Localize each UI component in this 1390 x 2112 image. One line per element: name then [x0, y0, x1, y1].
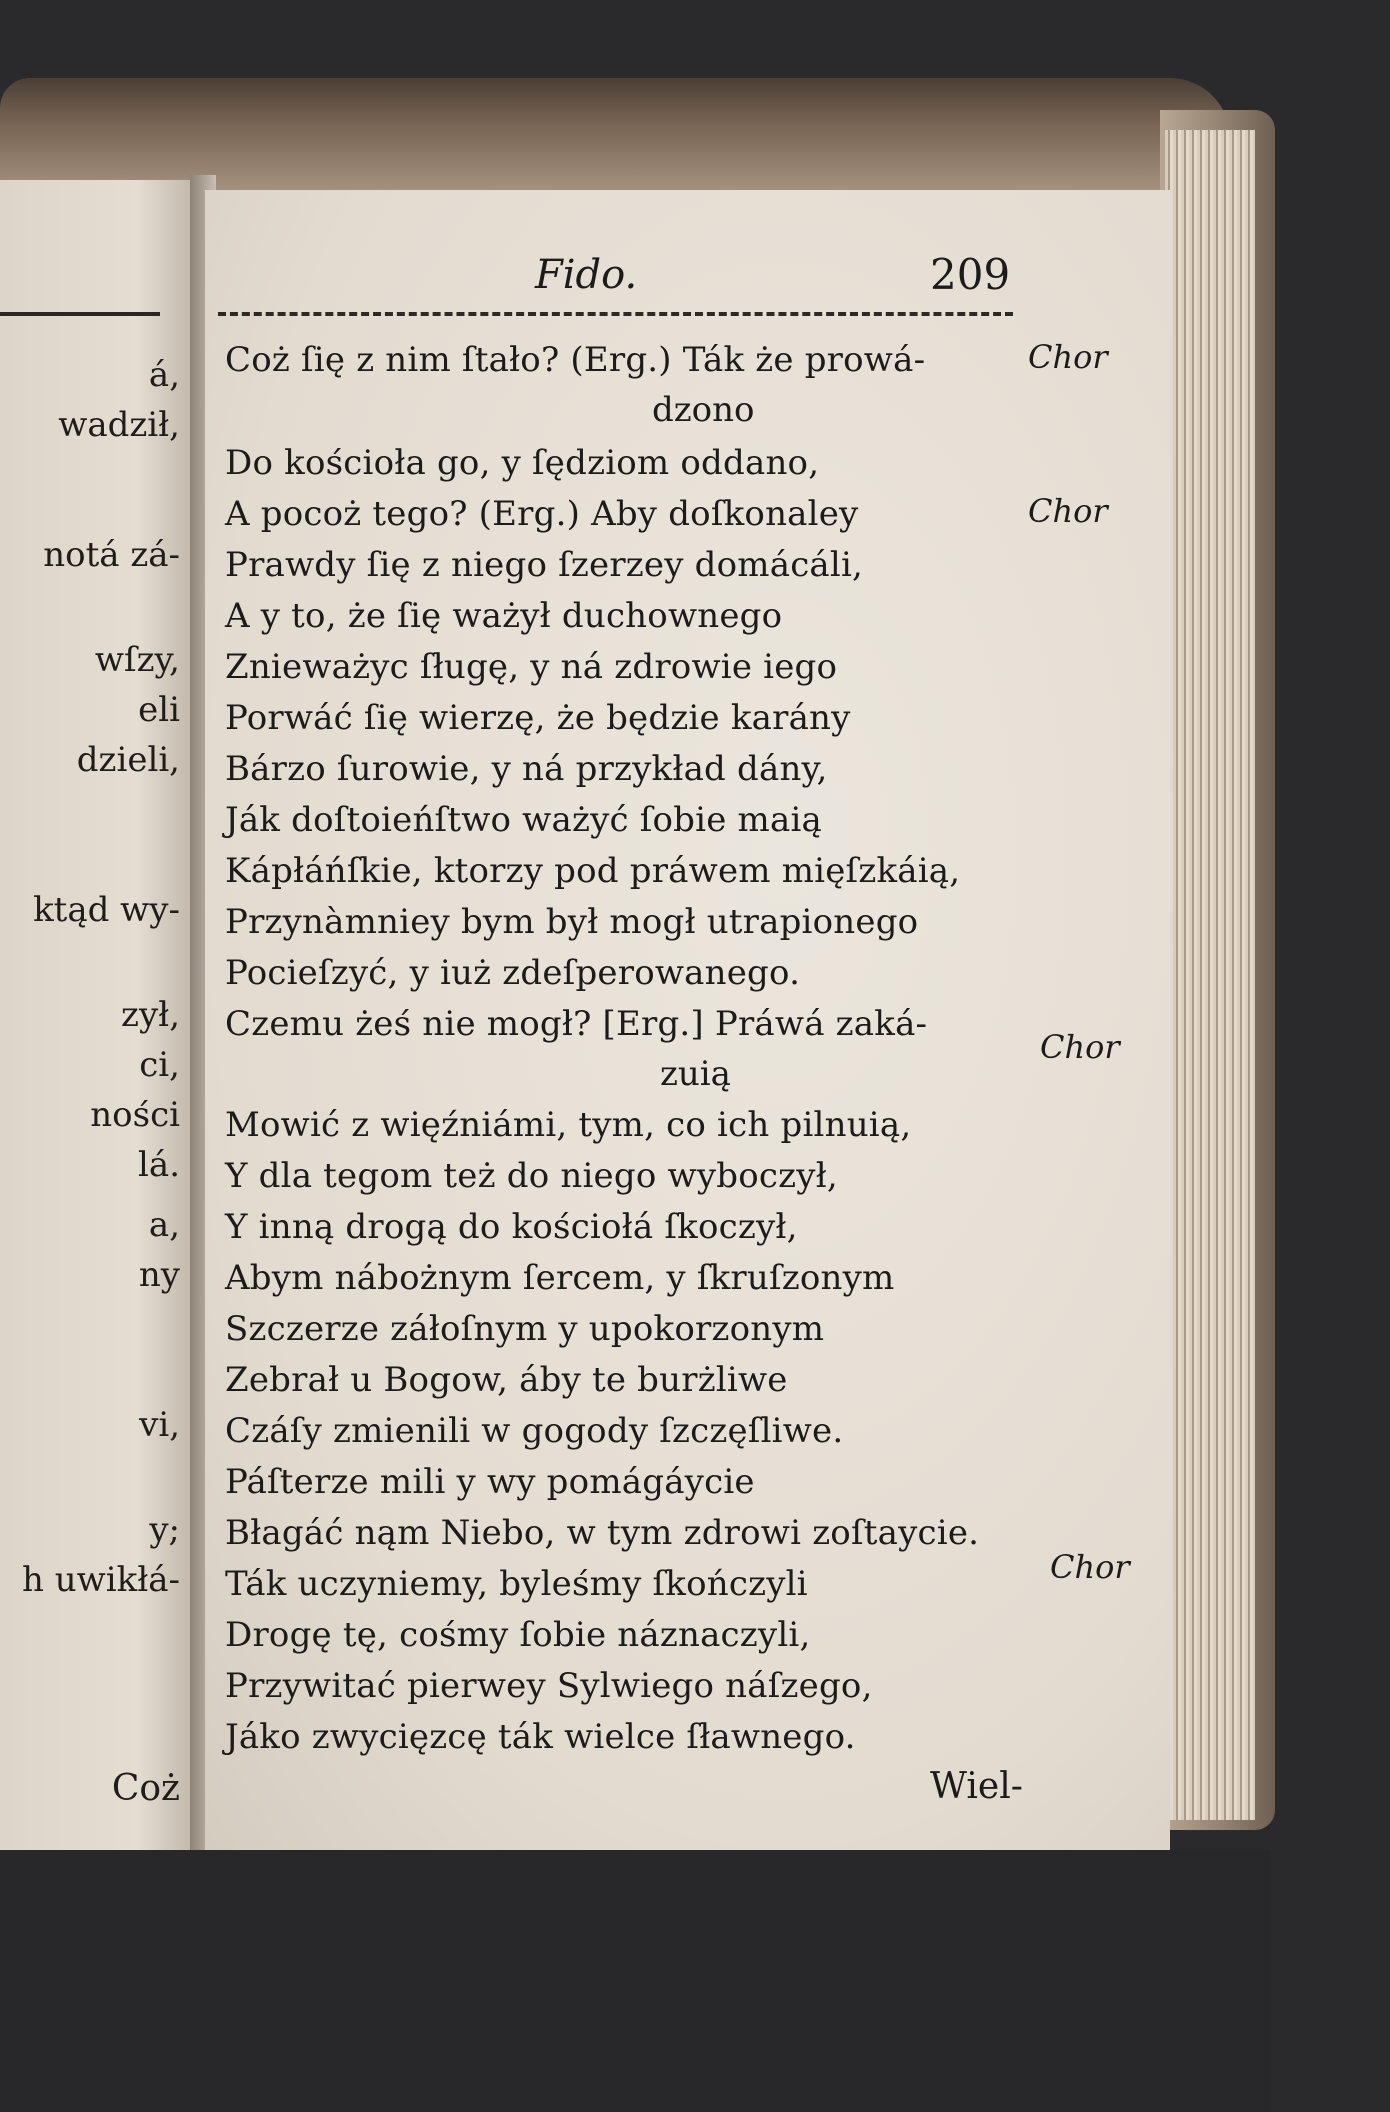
left-fragment: ny	[138, 1255, 180, 1295]
verse-line: Bárzo ſurowie, y ná przykład dány,	[225, 749, 828, 789]
left-fragment: a,	[148, 1205, 180, 1245]
verse-line: Y inną drogą do kościołá ſkoczył,	[225, 1207, 798, 1247]
verse-line: Prawdy ſię z niego ſzerzey domácáli,	[225, 545, 864, 585]
verse-line: Páſterze mili y wy pomágáycie	[225, 1462, 755, 1502]
verse-continuation: dzono	[652, 390, 755, 430]
verse-line: Ták uczyniemy, byleśmy ſkończyli	[225, 1564, 808, 1604]
left-catchword: Coż	[111, 1768, 180, 1809]
left-fragment: á,	[148, 355, 180, 395]
left-fragment: wadził,	[58, 405, 180, 445]
left-fragment: ktąd wy-	[33, 890, 180, 930]
margin-note-chor: Chor	[1050, 1548, 1130, 1586]
margin-note-chor: Chor	[1040, 1028, 1120, 1066]
verse-line: Y dla tegom też do niego wyboczył,	[225, 1156, 838, 1196]
verse-line: Kápłáńſkie, ktorzy pod práwem mięſzkáią,	[225, 851, 961, 891]
left-fragment: y;	[149, 1510, 180, 1550]
left-fragment: vi,	[139, 1405, 180, 1445]
left-fragment: eli	[138, 690, 180, 730]
verse-line: Pocieſzyć, y iuż zdeſperowanego.	[225, 953, 801, 993]
verse-line: Mowić z więźniámi, tym, co ich pilnuią,	[225, 1105, 912, 1145]
left-fragment: h uwikłá-	[22, 1560, 180, 1600]
verse-line: Do kościoła go, y ſędziom oddano,	[225, 443, 820, 483]
page-number: 209	[930, 250, 1011, 299]
verse-line: Zebrał u Bogow, áby te burżliwe	[225, 1360, 788, 1400]
verse-line: Czemu żeś nie mogł? [Erg.] Práwá zaká-	[225, 1004, 928, 1044]
verse-line: Przywitać pierwey Sylwiego náſzego,	[225, 1666, 873, 1706]
verse-line: Ják doſtoieńſtwo ważyć ſobie maią	[225, 800, 823, 840]
left-fragment: lá.	[138, 1145, 180, 1185]
catchword: Wiel-	[930, 1766, 1023, 1807]
margin-note-chor: Chor	[1028, 338, 1108, 376]
verse-line: Porwáć ſię wierzę, że będzie karány	[225, 698, 851, 738]
verse-continuation: zuią	[660, 1054, 731, 1094]
verse-line: Przynàmniey bym był mogł utrapionego	[225, 902, 919, 942]
verse-line: A pocoż tego? (Erg.) Aby doſkonaley	[225, 494, 859, 534]
margin-note-chor: Chor	[1028, 492, 1108, 530]
page-edges	[1165, 130, 1255, 1820]
left-fragment: ci,	[139, 1045, 180, 1085]
verse-line: Szczerze záłoſnym y upokorzonym	[225, 1309, 825, 1349]
left-fragment: notá zá-	[43, 535, 180, 575]
left-page-rule	[0, 312, 160, 316]
left-fragment: zył,	[121, 995, 180, 1035]
verse-line: Błagáć nąm Niebo, w tym zdrowi zoſtaycie.	[225, 1513, 980, 1553]
verse-line: A y to, że ſię ważył duchownego	[225, 596, 783, 636]
verse-line: Coż ſię z nim ſtało? (Erg.) Ták że prowá-	[225, 340, 926, 380]
left-fragment: wſzy,	[94, 640, 180, 680]
header-rule	[218, 312, 1013, 316]
running-head: Fido.	[535, 252, 638, 298]
left-fragment: ności	[90, 1095, 180, 1135]
verse-line: Abym nábożnym ſercem, y ſkruſzonym	[225, 1258, 895, 1298]
background-shadow	[0, 1850, 1270, 2112]
verse-line: Drogę tę, cośmy ſobie náznaczyli,	[225, 1615, 811, 1655]
left-fragment: dzieli,	[76, 740, 180, 780]
verse-line: Znieważyc ſługę, y ná zdrowie iego	[225, 647, 838, 687]
verse-line: Jáko zwycięzcę ták wielce ſławnego.	[225, 1717, 856, 1757]
verse-line: Czáſy zmienili w gogody ſzczęſliwe.	[225, 1411, 844, 1451]
